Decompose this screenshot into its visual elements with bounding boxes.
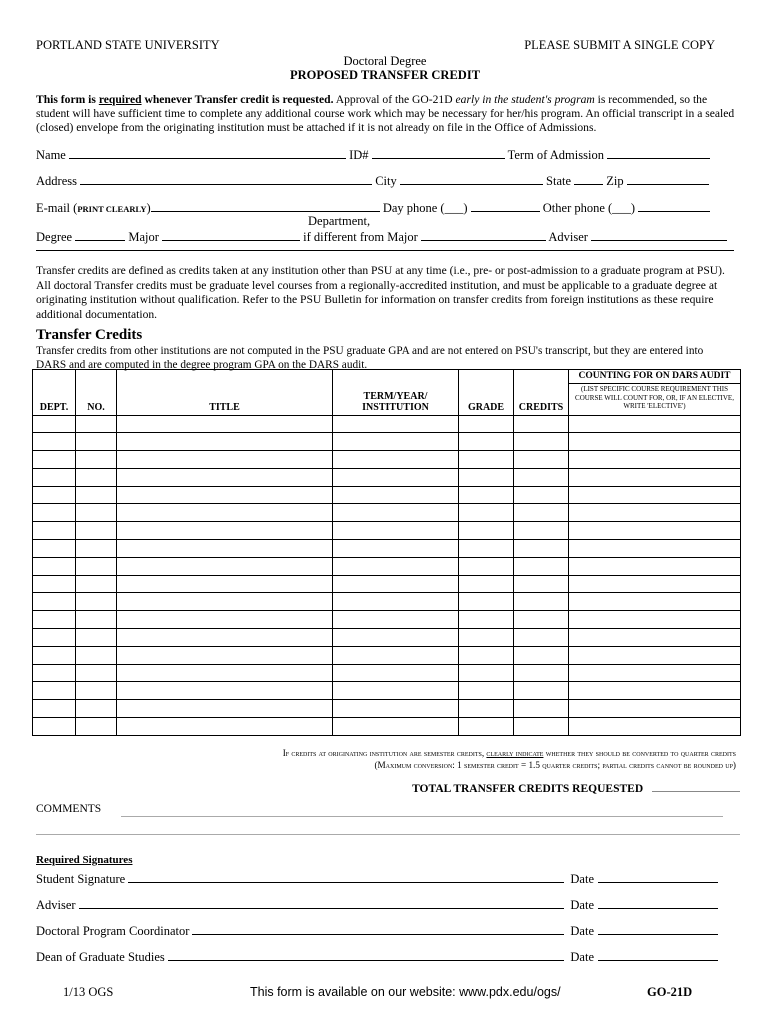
table-cell[interactable] bbox=[459, 700, 514, 718]
col-dept: DEPT. bbox=[33, 370, 76, 416]
conversion-note-line2: (Maximum conversion: 1 semester credit = 1.5 quarter credits; partial credits cannot be rounded up) bbox=[374, 760, 736, 770]
footer-website: This form is available on our website: www.pdx.edu/ogs/ bbox=[250, 985, 561, 999]
table-cell[interactable] bbox=[459, 593, 514, 611]
table-cell[interactable] bbox=[33, 415, 76, 433]
table-row bbox=[33, 415, 741, 433]
id-label: ID# bbox=[349, 148, 369, 162]
intro-italic: early in the student's program bbox=[455, 93, 595, 106]
col-credits: CREDITS bbox=[514, 370, 569, 416]
table-cell[interactable] bbox=[514, 504, 569, 522]
table-cell[interactable] bbox=[33, 468, 76, 486]
table-cell[interactable] bbox=[569, 451, 741, 469]
department-label-top: Department, bbox=[308, 214, 371, 228]
table-cell[interactable] bbox=[514, 611, 569, 629]
table-cell[interactable] bbox=[514, 468, 569, 486]
table-cell[interactable] bbox=[117, 593, 333, 611]
table-cell[interactable] bbox=[569, 700, 741, 718]
table-cell[interactable] bbox=[117, 629, 333, 647]
total-credits-row bbox=[412, 780, 740, 795]
table-cell[interactable] bbox=[514, 593, 569, 611]
table-cell[interactable] bbox=[33, 664, 76, 682]
table-row bbox=[33, 540, 741, 558]
comments-line-2[interactable] bbox=[36, 834, 740, 835]
table-header-row bbox=[33, 370, 741, 416]
col-dars-audit bbox=[569, 370, 741, 416]
table-row bbox=[33, 718, 741, 736]
table-cell[interactable] bbox=[333, 468, 459, 486]
table-cell[interactable] bbox=[76, 468, 117, 486]
col-title: TITLE bbox=[117, 370, 333, 416]
table-cell[interactable] bbox=[76, 522, 117, 540]
date-label: Date bbox=[570, 898, 594, 912]
table-cell[interactable] bbox=[76, 504, 117, 522]
table-row bbox=[33, 646, 741, 664]
table-cell[interactable] bbox=[459, 522, 514, 540]
table-cell[interactable] bbox=[459, 575, 514, 593]
footer-revision: 1/13 OGS bbox=[63, 985, 114, 999]
table-cell[interactable] bbox=[459, 451, 514, 469]
name-row bbox=[36, 147, 734, 163]
signature-label: Dean of Graduate Studies bbox=[36, 950, 165, 964]
date-label: Date bbox=[570, 872, 594, 886]
table-row bbox=[33, 522, 741, 540]
table-cell[interactable] bbox=[569, 522, 741, 540]
table-cell[interactable] bbox=[569, 682, 741, 700]
email-label bbox=[36, 201, 151, 215]
table-row bbox=[33, 575, 741, 593]
date-label: Date bbox=[570, 950, 594, 964]
intro-required: required bbox=[98, 93, 142, 106]
institution-name: PORTLAND STATE UNIVERSITY bbox=[36, 38, 220, 52]
comments-label: COMMENTS bbox=[36, 803, 102, 815]
table-cell[interactable] bbox=[459, 718, 514, 736]
table-cell[interactable] bbox=[76, 646, 117, 664]
table-cell[interactable] bbox=[33, 593, 76, 611]
signature-field[interactable] bbox=[168, 949, 565, 961]
table-cell[interactable] bbox=[33, 646, 76, 664]
intro-paragraph bbox=[36, 93, 736, 135]
zip-field[interactable] bbox=[627, 173, 709, 185]
table-cell[interactable] bbox=[569, 629, 741, 647]
transfer-credits-description: Transfer credits from other institutions are not computed in the PSU graduate GPA and are not entered on PSU's transcript, but they are entered into DARS and are computed in the degree program GPA on the DARS audit. bbox=[36, 345, 704, 371]
table-cell[interactable] bbox=[76, 700, 117, 718]
table-cell[interactable] bbox=[333, 664, 459, 682]
table-cell[interactable] bbox=[459, 504, 514, 522]
department-label-bottom: if different from Major bbox=[303, 230, 418, 244]
conversion-note-post: whether they should be converted to quarter credits bbox=[543, 748, 736, 758]
table-cell[interactable] bbox=[333, 557, 459, 575]
table-row bbox=[33, 611, 741, 629]
table-cell[interactable] bbox=[514, 575, 569, 593]
col-term-year-institution bbox=[333, 370, 459, 416]
intro-text-1: Approval of the GO-21D bbox=[333, 93, 456, 106]
address-field[interactable] bbox=[80, 173, 372, 185]
table-cell[interactable] bbox=[117, 682, 333, 700]
table-row bbox=[33, 433, 741, 451]
signature-row bbox=[36, 897, 718, 913]
signature-label: Doctoral Program Coordinator bbox=[36, 924, 190, 938]
table-cell[interactable] bbox=[514, 486, 569, 504]
conversion-note-pre: If credits at originating institution are semester credits, bbox=[282, 748, 487, 758]
table-row bbox=[33, 664, 741, 682]
table-cell[interactable] bbox=[33, 629, 76, 647]
signature-row bbox=[36, 923, 718, 939]
required-signatures-heading: Required Signatures bbox=[36, 854, 133, 866]
table-cell[interactable] bbox=[569, 486, 741, 504]
term-admission-label: Term of Admission bbox=[507, 148, 604, 162]
table-cell[interactable] bbox=[33, 575, 76, 593]
table-cell[interactable] bbox=[33, 433, 76, 451]
table-cell[interactable] bbox=[333, 522, 459, 540]
table-cell[interactable] bbox=[569, 504, 741, 522]
table-cell[interactable] bbox=[514, 522, 569, 540]
table-cell[interactable] bbox=[117, 540, 333, 558]
total-credits-label: TOTAL TRANSFER CREDITS REQUESTED bbox=[412, 783, 644, 795]
footer-form-number: GO-21D bbox=[647, 985, 693, 999]
table-cell[interactable] bbox=[569, 664, 741, 682]
signature-field[interactable] bbox=[79, 897, 565, 909]
table-cell[interactable] bbox=[33, 486, 76, 504]
transfer-credits-heading: Transfer Credits bbox=[36, 327, 143, 343]
table-cell[interactable] bbox=[117, 700, 333, 718]
table-cell[interactable] bbox=[459, 557, 514, 575]
table-cell[interactable] bbox=[569, 593, 741, 611]
intro-bold-1: This form is bbox=[36, 93, 99, 106]
table-cell[interactable] bbox=[117, 575, 333, 593]
table-cell[interactable] bbox=[333, 593, 459, 611]
date-field[interactable] bbox=[598, 949, 718, 961]
name-field[interactable] bbox=[69, 147, 346, 159]
table-cell[interactable] bbox=[514, 646, 569, 664]
day-phone-field[interactable] bbox=[471, 200, 540, 212]
table-cell[interactable] bbox=[514, 433, 569, 451]
table-cell[interactable] bbox=[459, 540, 514, 558]
conversion-note-line1 bbox=[36, 747, 736, 759]
table-cell[interactable] bbox=[514, 557, 569, 575]
intro-bold-2: whenever Transfer credit is requested. bbox=[141, 93, 334, 106]
term-admission-field[interactable] bbox=[607, 147, 710, 159]
degree-label: Degree bbox=[36, 230, 73, 244]
signature-row bbox=[36, 949, 718, 965]
form-title: PROPOSED TRANSFER CREDIT bbox=[289, 68, 481, 82]
conversion-note-clearly: clearly indicate bbox=[486, 748, 544, 758]
table-cell[interactable] bbox=[33, 718, 76, 736]
table-cell[interactable] bbox=[33, 522, 76, 540]
table-cell[interactable] bbox=[333, 629, 459, 647]
table-cell[interactable] bbox=[33, 682, 76, 700]
degree-subtitle: Doctoral Degree bbox=[343, 54, 427, 68]
state-label: State bbox=[546, 174, 572, 188]
adviser-field[interactable] bbox=[591, 229, 727, 241]
table-cell[interactable] bbox=[459, 682, 514, 700]
table-cell[interactable] bbox=[333, 700, 459, 718]
table-cell[interactable] bbox=[117, 415, 333, 433]
table-cell[interactable] bbox=[117, 451, 333, 469]
day-phone-label: Day phone (___) bbox=[382, 201, 468, 215]
comments-line-1[interactable] bbox=[121, 816, 723, 817]
table-cell[interactable] bbox=[459, 629, 514, 647]
col-no: NO. bbox=[76, 370, 117, 416]
id-field[interactable] bbox=[372, 147, 505, 159]
table-cell[interactable] bbox=[76, 486, 117, 504]
table-cell[interactable] bbox=[514, 451, 569, 469]
signature-field[interactable] bbox=[192, 923, 564, 935]
city-field[interactable] bbox=[400, 173, 543, 185]
table-row bbox=[33, 629, 741, 647]
table-cell[interactable] bbox=[33, 540, 76, 558]
audit-subtitle: (LIST SPECIFIC COURSE REQUIREMENT THIS COURSE WILL COUNT FOR, OR, IF AN ELECTIVE, WRITE 'ELECTIVE') bbox=[575, 385, 734, 410]
date-field[interactable] bbox=[598, 871, 718, 883]
degree-field[interactable] bbox=[75, 229, 125, 241]
table-row bbox=[33, 451, 741, 469]
department-field[interactable] bbox=[421, 229, 546, 241]
table-cell[interactable] bbox=[459, 646, 514, 664]
table-cell[interactable] bbox=[514, 700, 569, 718]
table-cell[interactable] bbox=[514, 664, 569, 682]
table-cell[interactable] bbox=[33, 611, 76, 629]
table-row bbox=[33, 682, 741, 700]
email-field[interactable] bbox=[151, 200, 380, 212]
major-field[interactable] bbox=[162, 229, 300, 241]
date-field[interactable] bbox=[598, 923, 718, 935]
table-cell[interactable] bbox=[459, 486, 514, 504]
name-label: Name bbox=[36, 148, 66, 162]
table-cell[interactable] bbox=[569, 540, 741, 558]
table-cell[interactable] bbox=[76, 451, 117, 469]
table-cell[interactable] bbox=[569, 718, 741, 736]
table-cell[interactable] bbox=[117, 718, 333, 736]
intro-text-2: is recommended, so the student will have sufficient time to complete any additional course work which may be necessary for her/his program. An official transcript in a sealed (closed) envelope from the originating institution must be attached if it is not already on file in the Office of Admissions. bbox=[36, 93, 735, 134]
table-cell[interactable] bbox=[333, 575, 459, 593]
signature-field[interactable] bbox=[128, 871, 564, 883]
table-cell[interactable] bbox=[76, 629, 117, 647]
table-cell[interactable] bbox=[459, 664, 514, 682]
address-row bbox=[36, 173, 734, 189]
city-label: City bbox=[375, 174, 397, 188]
table-cell[interactable] bbox=[117, 433, 333, 451]
table-cell[interactable] bbox=[459, 468, 514, 486]
table-cell[interactable] bbox=[459, 611, 514, 629]
table-row bbox=[33, 557, 741, 575]
table-cell[interactable] bbox=[33, 504, 76, 522]
table-cell[interactable] bbox=[76, 664, 117, 682]
table-cell[interactable] bbox=[514, 682, 569, 700]
table-cell[interactable] bbox=[569, 575, 741, 593]
total-credits-field[interactable] bbox=[652, 780, 740, 792]
table-cell[interactable] bbox=[117, 468, 333, 486]
table-cell[interactable] bbox=[117, 486, 333, 504]
table-cell[interactable] bbox=[333, 415, 459, 433]
col-term-line1: TERM/YEAR/ bbox=[363, 390, 428, 402]
table-cell[interactable] bbox=[333, 486, 459, 504]
other-phone-label: Other phone (___) bbox=[542, 201, 636, 215]
table-cell[interactable] bbox=[76, 611, 117, 629]
state-field[interactable] bbox=[574, 173, 603, 185]
table-cell[interactable] bbox=[333, 540, 459, 558]
table-cell[interactable] bbox=[76, 540, 117, 558]
table-cell[interactable] bbox=[117, 522, 333, 540]
table-cell[interactable] bbox=[333, 646, 459, 664]
table-cell[interactable] bbox=[459, 415, 514, 433]
table-row bbox=[33, 486, 741, 504]
major-label: Major bbox=[128, 230, 159, 244]
other-phone-field[interactable] bbox=[638, 200, 710, 212]
table-cell[interactable] bbox=[333, 451, 459, 469]
signature-row bbox=[36, 871, 718, 887]
table-cell[interactable] bbox=[76, 718, 117, 736]
table-cell[interactable] bbox=[569, 557, 741, 575]
table-cell[interactable] bbox=[76, 415, 117, 433]
table-cell[interactable] bbox=[569, 468, 741, 486]
table-cell[interactable] bbox=[569, 611, 741, 629]
table-cell[interactable] bbox=[333, 504, 459, 522]
section-divider bbox=[36, 250, 734, 251]
table-cell[interactable] bbox=[117, 611, 333, 629]
table-cell[interactable] bbox=[117, 504, 333, 522]
email-label-prefix: E-mail ( bbox=[36, 201, 78, 215]
col-term-line2: INSTITUTION bbox=[362, 401, 429, 413]
table-cell[interactable] bbox=[333, 433, 459, 451]
table-cell[interactable] bbox=[514, 415, 569, 433]
date-label: Date bbox=[570, 924, 594, 938]
audit-title: COUNTING FOR ON DARS AUDIT bbox=[569, 370, 740, 384]
table-body bbox=[33, 415, 741, 735]
table-cell[interactable] bbox=[514, 540, 569, 558]
table-cell[interactable] bbox=[117, 664, 333, 682]
zip-label: Zip bbox=[606, 174, 624, 188]
table-cell[interactable] bbox=[117, 646, 333, 664]
signature-label: Adviser bbox=[36, 898, 76, 912]
submit-note: PLEASE SUBMIT A SINGLE COPY bbox=[524, 38, 715, 52]
email-print-clearly: PRINT CLEARLY bbox=[77, 204, 147, 214]
table-cell[interactable] bbox=[333, 718, 459, 736]
table-cell[interactable] bbox=[459, 433, 514, 451]
email-row bbox=[36, 200, 734, 216]
email-label-suffix: ) bbox=[146, 201, 151, 215]
table-cell[interactable] bbox=[76, 557, 117, 575]
table-cell[interactable] bbox=[76, 593, 117, 611]
table-row bbox=[33, 593, 741, 611]
table-cell[interactable] bbox=[33, 557, 76, 575]
table-cell[interactable] bbox=[333, 682, 459, 700]
table-row bbox=[33, 700, 741, 718]
col-grade: GRADE bbox=[459, 370, 514, 416]
table-cell[interactable] bbox=[333, 611, 459, 629]
degree-row bbox=[36, 229, 734, 245]
table-cell[interactable] bbox=[33, 700, 76, 718]
address-label: Address bbox=[36, 174, 77, 188]
table-cell[interactable] bbox=[569, 415, 741, 433]
table-cell[interactable] bbox=[33, 451, 76, 469]
table-row bbox=[33, 468, 741, 486]
table-cell[interactable] bbox=[117, 557, 333, 575]
table-cell[interactable] bbox=[569, 646, 741, 664]
adviser-label: Adviser bbox=[548, 230, 588, 244]
table-cell[interactable] bbox=[569, 433, 741, 451]
date-field[interactable] bbox=[598, 897, 718, 909]
transfer-credits-table bbox=[32, 369, 741, 736]
table-cell[interactable] bbox=[514, 629, 569, 647]
table-row bbox=[33, 504, 741, 522]
signature-label: Student Signature bbox=[36, 872, 126, 886]
table-cell[interactable] bbox=[76, 682, 117, 700]
table-cell[interactable] bbox=[514, 718, 569, 736]
table-cell[interactable] bbox=[76, 433, 117, 451]
table-cell[interactable] bbox=[76, 575, 117, 593]
definition-paragraph: Transfer credits are defined as credits taken at any institution other than PSU at any time (i.e., pre- or post-admission to a graduate program at PSU). All doctoral Transfer credits must be graduate level courses from a regionally-accredited institution, and must be applicable to a graduate degree at originating institution without qualification. Refer to the PSU Bulletin for information on transfer credits from foreign institutions as these require additional documentation. bbox=[36, 264, 725, 321]
